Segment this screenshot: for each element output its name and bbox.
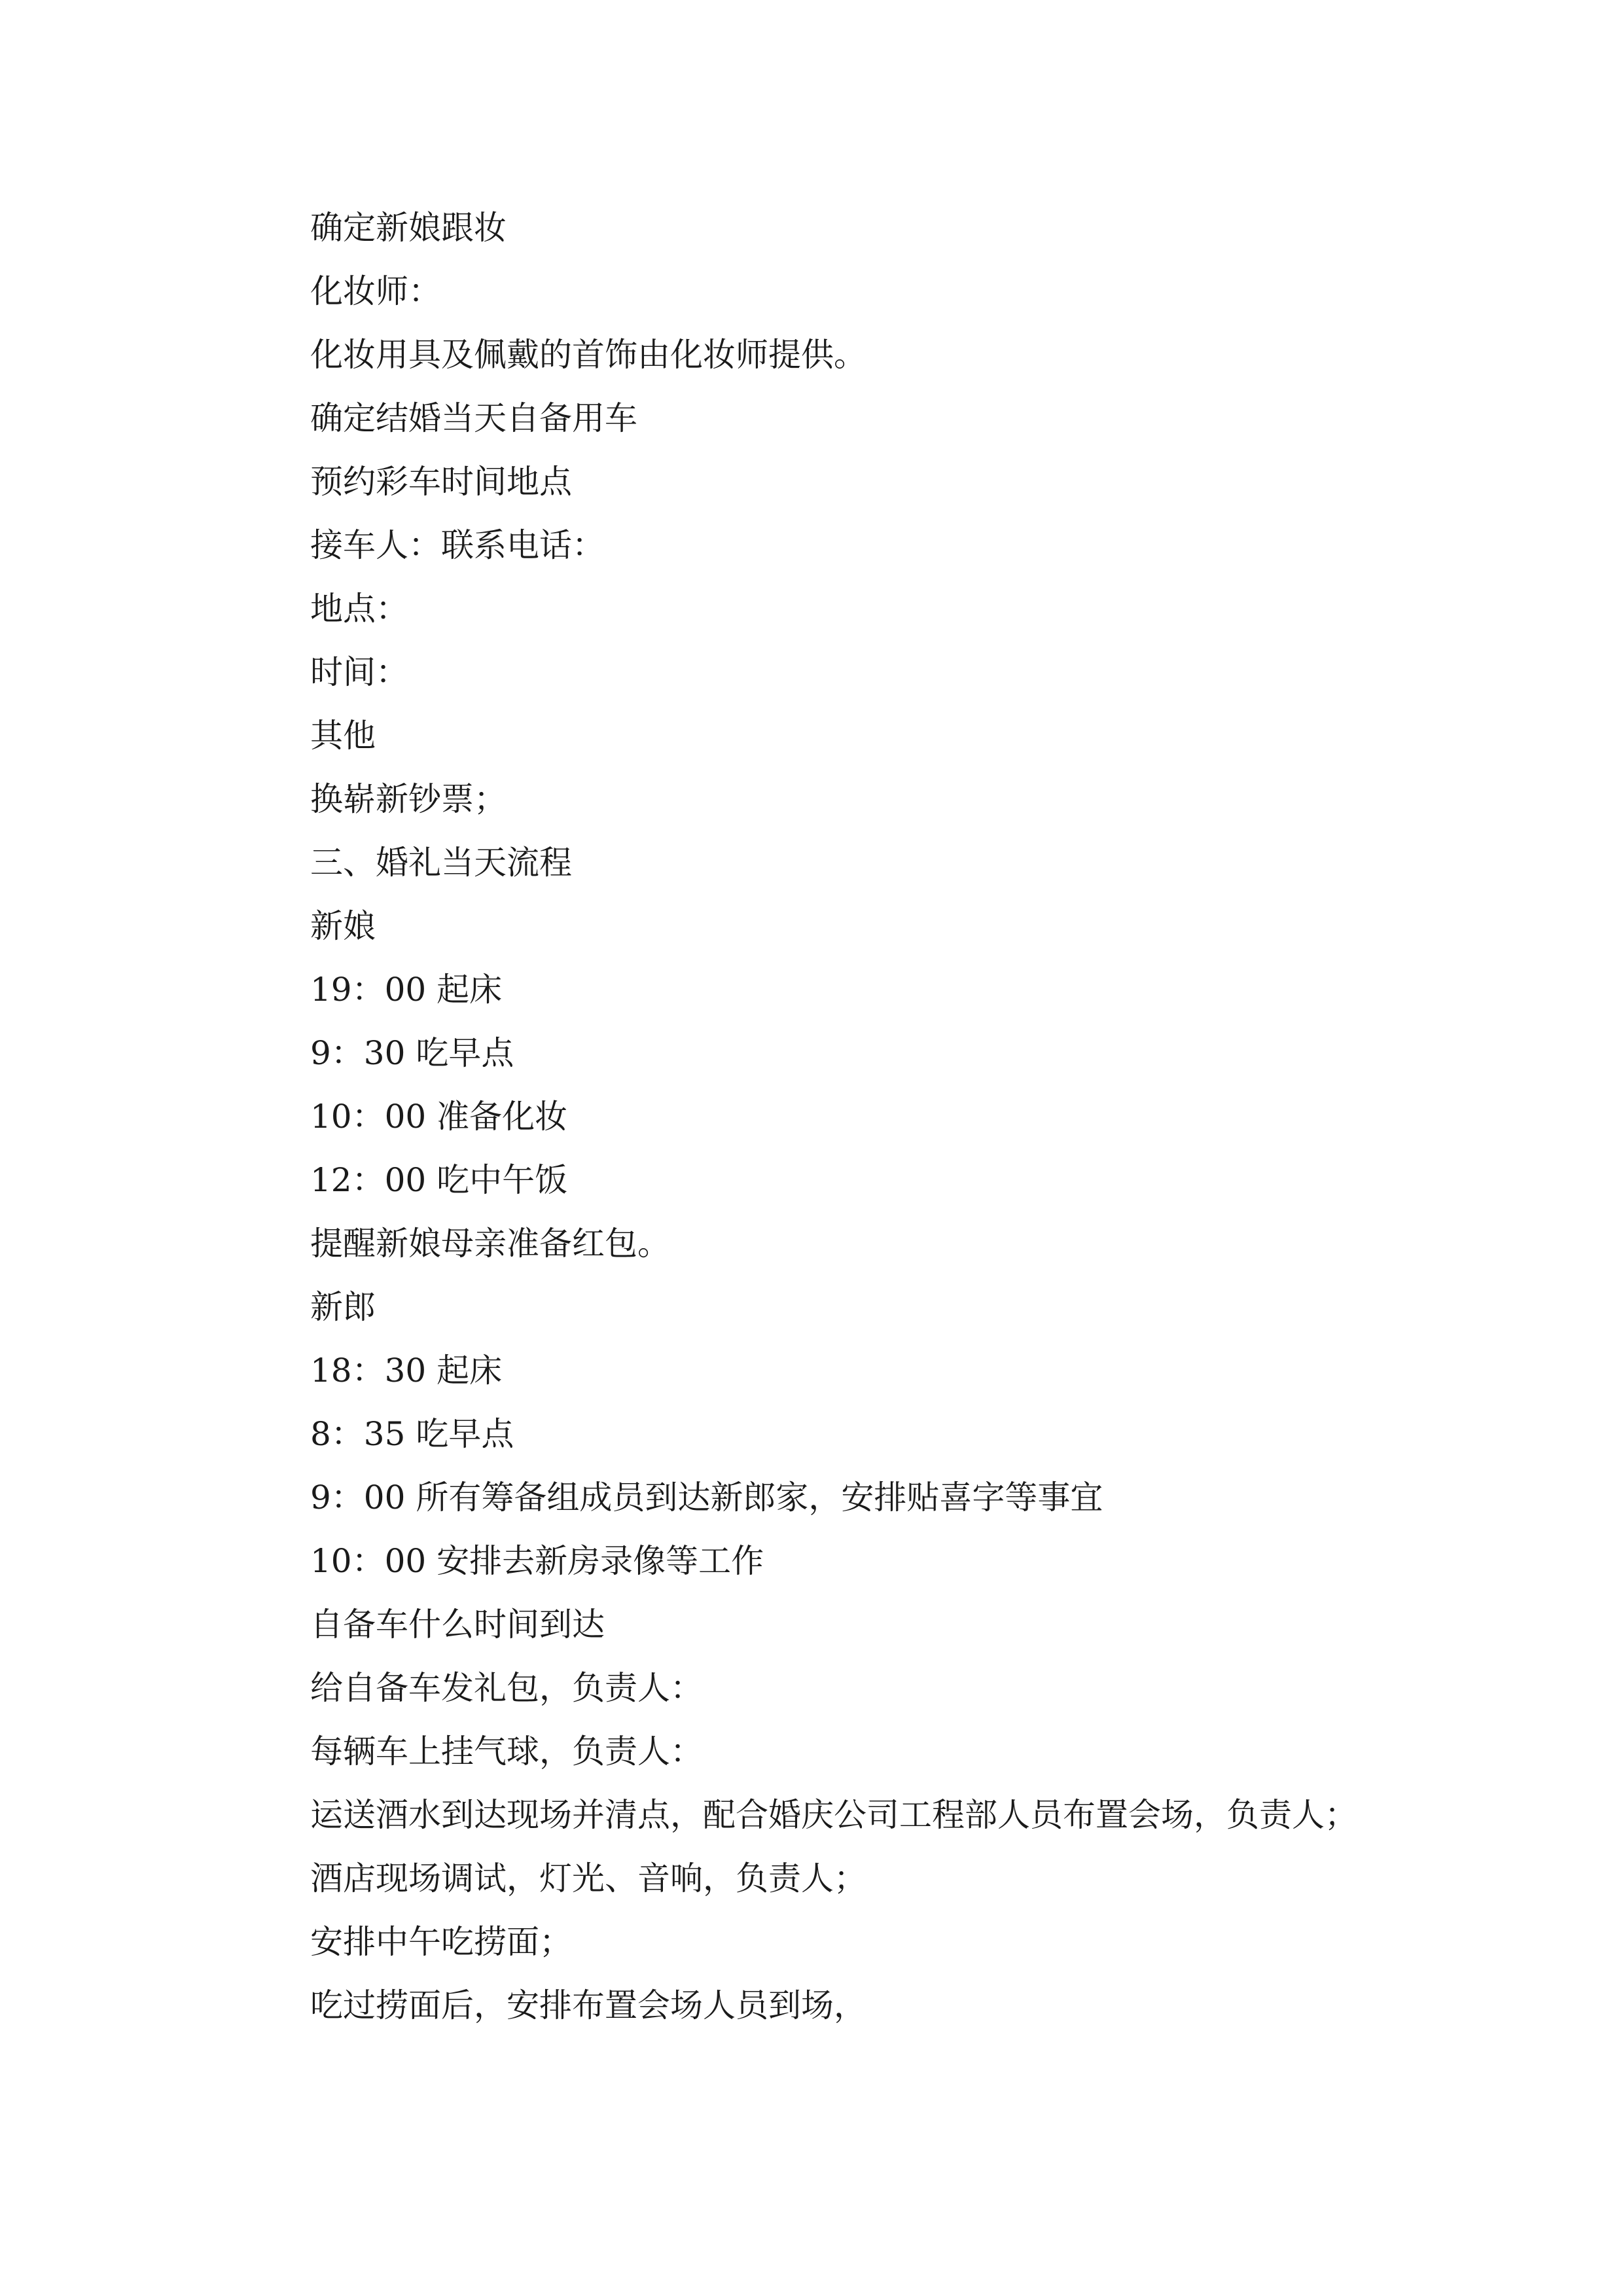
text-line: 安排中午吃捞面； xyxy=(310,1923,572,1961)
text-line: 新郎 xyxy=(310,1288,376,1326)
text-line: 时间： xyxy=(310,653,408,691)
schedule-line: 19：00 起床 xyxy=(310,971,503,1009)
schedule-line: 10：00 准备化妆 xyxy=(310,1098,568,1136)
text-line: 运送酒水到达现场并清点，配合婚庆公司工程部人员布置会场，负责人； xyxy=(310,1796,1357,1834)
text-line: 预约彩车时间地点 xyxy=(310,463,572,501)
text-line: 其他 xyxy=(310,717,376,755)
text-line: 吃过捞面后，安排布置会场人员到场， xyxy=(310,1986,866,2024)
schedule-line: 8：35 吃早点 xyxy=(310,1415,514,1453)
schedule-line: 9：00 所有筹备组成员到达新郎家，安排贴喜字等事宜 xyxy=(310,1479,1103,1516)
text-line: 酒店现场调试，灯光、音响，负责人； xyxy=(310,1859,866,1897)
schedule-line: 18：30 起床 xyxy=(310,1352,503,1390)
section-heading: 三、婚礼当天流程 xyxy=(310,844,572,882)
document-body xyxy=(310,196,1423,2037)
text-line: 自备车什么时间到达 xyxy=(310,1605,605,1643)
text-line: 换崭新钞票； xyxy=(310,780,507,818)
text-line: 给自备车发礼包，负责人： xyxy=(310,1669,703,1707)
text-line: 每辆车上挂气球，负责人： xyxy=(310,1732,703,1770)
text-line: 地点： xyxy=(310,590,408,628)
schedule-line: 10：00 安排去新房录像等工作 xyxy=(310,1542,764,1580)
text-line: 接车人：联系电话： xyxy=(310,526,605,564)
text-line: 确定新娘跟妆 xyxy=(310,209,507,247)
text-line: 化妆用具及佩戴的首饰由化妆师提供。 xyxy=(310,336,866,374)
text-line: 新娘 xyxy=(310,907,376,945)
text-line: 确定结婚当天自备用车 xyxy=(310,399,637,437)
schedule-line: 12：00 吃中午饭 xyxy=(310,1161,568,1199)
schedule-line: 9：30 吃早点 xyxy=(310,1034,514,1072)
text-line: 化妆师： xyxy=(310,272,441,310)
text-line: 提醒新娘母亲准备红包。 xyxy=(310,1225,670,1263)
